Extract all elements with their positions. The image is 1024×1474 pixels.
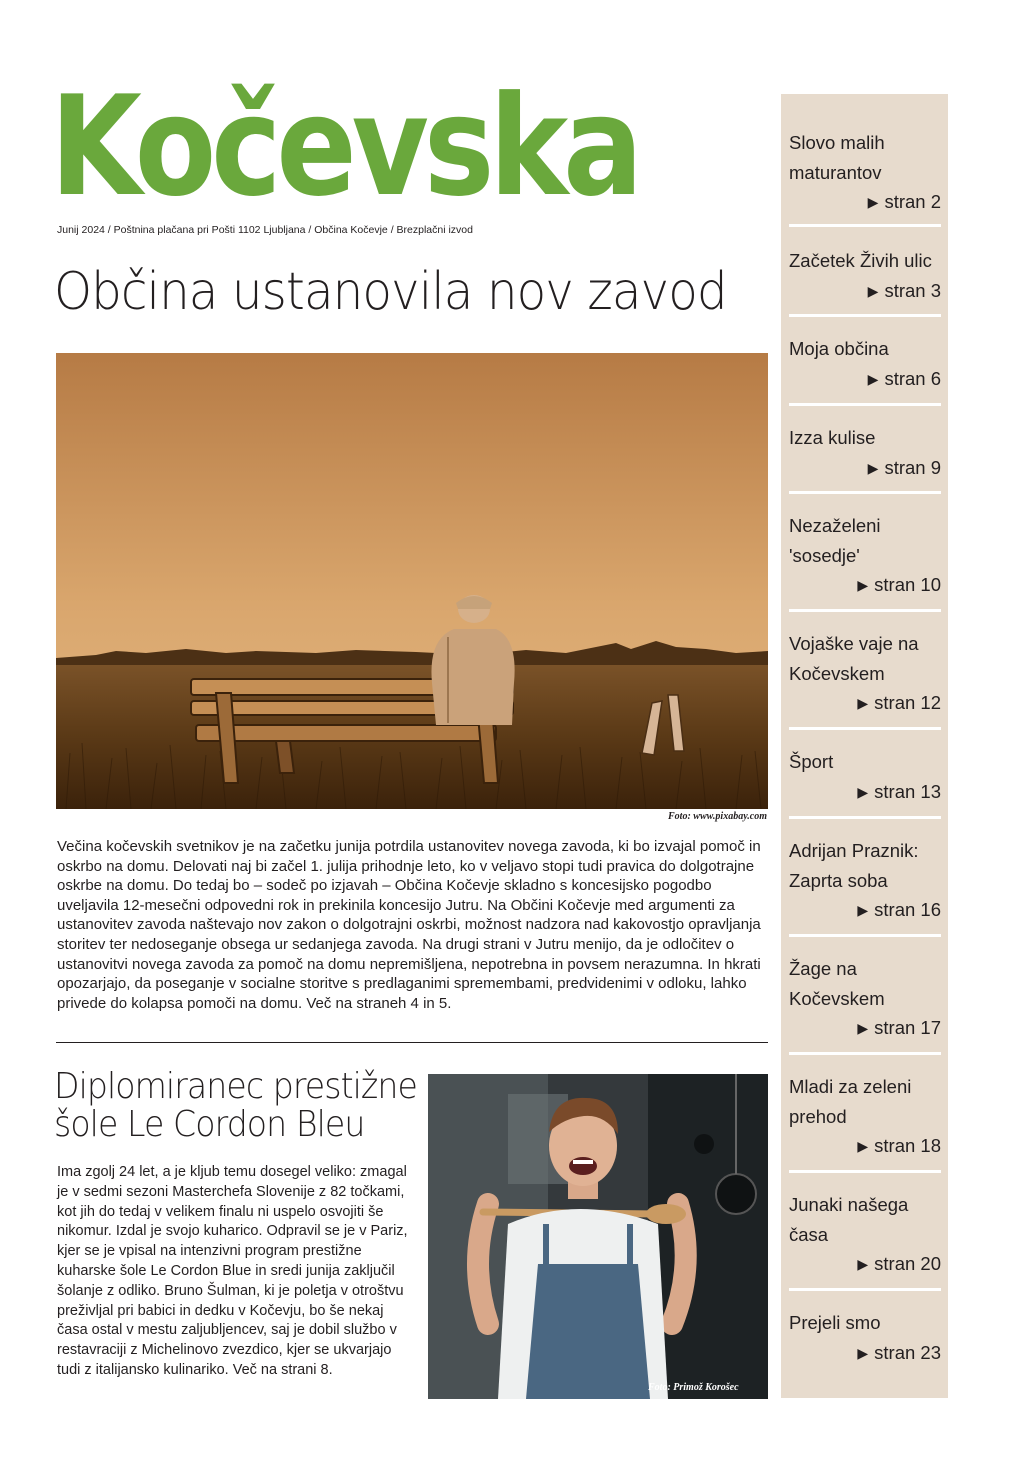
toc-page-label: stran 17 — [874, 1017, 941, 1039]
masthead-title: Kočevska — [50, 66, 638, 227]
play-triangle-icon: ▶ — [867, 194, 879, 211]
toc-divider — [789, 1288, 941, 1291]
toc-item-title: Adrijan Praznik: — [789, 840, 919, 861]
section-divider — [56, 1042, 768, 1043]
toc-divider — [789, 1052, 941, 1055]
toc-item-page[interactable] — [789, 688, 941, 719]
toc-item-page[interactable] — [789, 453, 941, 484]
toc-item[interactable] — [789, 246, 941, 306]
issue-meta: Junij 2024 / Poštnina plačana pri Pošti 1102 Ljubljana / Občina Kočevje / Brezplačni izvod — [57, 224, 473, 236]
toc-item-title: Mladi za zeleni — [789, 1076, 912, 1097]
play-triangle-icon: ▶ — [867, 459, 879, 476]
toc-item[interactable] — [789, 423, 941, 483]
toc-divider — [789, 314, 941, 317]
second-headline — [54, 1068, 424, 1144]
second-headline-line-1: Diplomiranec prestižne — [54, 1066, 417, 1107]
toc-page-label: stran 23 — [874, 1341, 941, 1363]
toc-item-page[interactable] — [789, 1338, 941, 1369]
chef-photo-credit: Foto: Primož Korošec — [648, 1382, 739, 1393]
toc-page-label: stran 10 — [874, 574, 941, 596]
play-triangle-icon: ▶ — [857, 1256, 869, 1273]
play-triangle-icon: ▶ — [857, 783, 869, 800]
second-headline-line-2: šole Le Cordon Bleu — [54, 1104, 365, 1145]
lead-headline: Občina ustanovila nov zavod — [54, 262, 727, 322]
toc-item-title: Zaprta soba — [789, 869, 888, 891]
toc-divider — [789, 1170, 941, 1173]
toc-sidebar — [781, 94, 948, 1398]
toc-item-page[interactable] — [789, 1013, 941, 1044]
toc-item[interactable] — [789, 836, 941, 926]
toc-divider — [789, 224, 941, 227]
toc-page-label: stran 12 — [874, 692, 941, 714]
toc-item-page[interactable] — [789, 777, 941, 808]
toc-divider — [789, 727, 941, 730]
toc-page-label: stran 18 — [874, 1135, 941, 1157]
toc-item[interactable] — [789, 954, 941, 1044]
toc-item-page[interactable] — [789, 187, 941, 218]
toc-item[interactable] — [789, 128, 941, 218]
toc-item-title: Šport — [789, 751, 834, 772]
play-triangle-icon: ▶ — [857, 1138, 869, 1155]
toc-item-title: Prejeli smo — [789, 1312, 881, 1333]
toc-divider — [789, 934, 941, 937]
play-triangle-icon: ▶ — [857, 1344, 869, 1361]
toc-item-title: Začetek Živih ulic — [789, 250, 932, 271]
toc-item-page[interactable] — [789, 364, 941, 395]
toc-page-label: stran 3 — [884, 279, 941, 301]
toc-item-title: prehod — [789, 1105, 847, 1127]
toc-page-label: stran 9 — [884, 456, 941, 478]
toc-item-page[interactable] — [789, 895, 941, 926]
toc-page-label: stran 13 — [874, 780, 941, 802]
toc-item-title: maturantov — [789, 161, 882, 183]
play-triangle-icon: ▶ — [867, 370, 879, 387]
toc-divider — [789, 816, 941, 819]
toc-item-title: Žage na — [789, 958, 857, 979]
toc-item[interactable] — [789, 1072, 941, 1162]
toc-item[interactable] — [789, 747, 941, 807]
toc-item-page[interactable] — [789, 1131, 941, 1162]
toc-item-title: Kočevskem — [789, 987, 885, 1009]
toc-item-page[interactable] — [789, 1249, 941, 1280]
toc-item-title: Junaki našega — [789, 1194, 909, 1215]
toc-item-title: Nezaželeni — [789, 515, 881, 536]
second-body-text: Ima zgolj 24 let, a je kljub temu dosegel veliko: zmagal je v sedmi sezoni Masterchefa Slovenije z 82 točkami, kot jih do tedaj v velikem finalu ni uspelo osvojiti še nikomur. Izdal je svojo kuharico. Odpravil se je v Pariz, kjer se je vpisal na intenzivni program prestižne kuharske šole Le Cordon Blue in sredi junija zaključil šolanje z odliko. Bruno Šulman, ki je poletja v otroštvu preživljal pri babici in dedku v Kočevju, bo še nekaj časa ostal v mestu zaljubljencev, saj je dobil službo v restavraciji z Michelinovo zvezdico, kjer se ukvarjajo tudi z italijansko kulinariko. Več na strani 8. — [57, 1164, 408, 1378]
play-triangle-icon: ▶ — [857, 1020, 869, 1037]
chef-photo — [428, 1074, 768, 1399]
play-triangle-icon: ▶ — [867, 282, 879, 299]
toc-divider — [789, 403, 941, 406]
toc-divider — [789, 609, 941, 612]
lead-photo-credit: Foto: www.pixabay.com — [668, 811, 767, 822]
toc-item[interactable] — [789, 1190, 941, 1280]
toc-item[interactable] — [789, 629, 941, 719]
toc-page-label: stran 16 — [874, 899, 941, 921]
toc-item-title: 'sosedje' — [789, 544, 860, 566]
toc-item-title: časa — [789, 1223, 829, 1245]
toc-item[interactable] — [789, 334, 941, 394]
toc-item-title: Moja občina — [789, 338, 889, 359]
toc-page-label: stran 6 — [884, 367, 941, 389]
toc-item[interactable] — [789, 1308, 941, 1368]
second-body — [57, 1163, 417, 1381]
lead-photo — [56, 353, 768, 809]
play-triangle-icon: ▶ — [857, 902, 869, 919]
toc-item-page[interactable] — [789, 570, 941, 601]
lead-body-text: Večina kočevskih svetnikov je na začetku junija potrdila ustanovitev novega zavoda, ki bo izvajal pomoč in oskrbo na domu. Delovati naj bi začel 1. julija prihodnje leto, ko v veljavo stopi tudi pravica do dolgotrajne oskrbe na domu. Do tedaj bo – sodeč po izjavah – Občina Kočevje skladno s koncesijsko pogodbo uveljavila 12-mesečni odpovedni rok in prekinila koncesijo Jutru. Na Občini Kočevje med argumenti za ustanovitev zavoda naštevajo nov zakon o dolgotrajni oskrbi, možnost nadzora nad kakovostjo opravljanja storitev ter nedoseganje obsega ur sedanjega zavoda. Na drugi strani v Jutru menijo, da je odločitev o ustanovitvi novega zavoda za pomoč na domu nepremišljena, nepotrebna in povsem nerazumna. In hkrati opozarjajo, da poseganje v socialne storitve s predlaganimi spremembami, predvidenimi v odloku, lahko privede do kolapsa pomoči na domu. Več na straneh 4 in 5. — [57, 838, 761, 1012]
play-triangle-icon: ▶ — [857, 577, 869, 594]
toc-item-title: Slovo malih — [789, 132, 885, 153]
toc-divider — [789, 491, 941, 494]
toc-page-label: stran 2 — [884, 191, 941, 213]
toc-item-title: Kočevskem — [789, 662, 885, 684]
toc-item-title: Vojaške vaje na — [789, 633, 919, 654]
play-triangle-icon: ▶ — [857, 695, 869, 712]
toc-item-title: Izza kulise — [789, 427, 876, 448]
toc-item[interactable] — [789, 511, 941, 601]
toc-item-page[interactable] — [789, 276, 941, 307]
toc-page-label: stran 20 — [874, 1253, 941, 1275]
lead-body — [57, 837, 769, 1013]
